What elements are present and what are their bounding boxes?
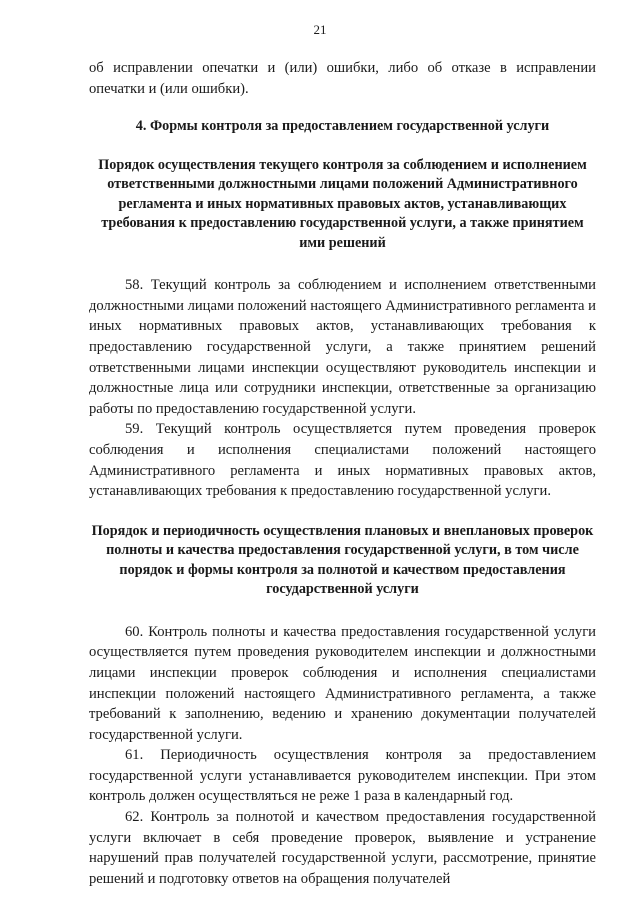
paragraph-61: 61. Периодичность осуществления контроля за предоставлением государственной услуги устанавливается руководителем инспекции. При этом контроль должен осуществляться не реже 1 раза в календарный год. — [89, 747, 596, 805]
page-number: 21 — [313, 22, 327, 37]
paragraph-60: 60. Контроль полноты и качества предоставления государственной услуги осуществляется путем проведения руководителем инспекции и должностными лицами инспекции проверок соблюдения и исполнения специалистами инспекции положений настоящего Административного регламента, а также требований к заполнению, ведению и хранению документации получателей государственной услуги. — [89, 623, 596, 743]
subheading-current-control: Порядок осуществления текущего контроля за соблюдением и исполнением ответственными должностными лицами положений Административного регламента и иных нормативных правовых актов, устанавливающих требования к предоставлению государственной услуги, а также принятием ими решений — [98, 156, 587, 251]
subheading-inspections: Порядок и периодичность осуществления плановых и внеплановых проверок полноты и качества предоставления государственной услуги, в том числе порядок и формы контроля за полнотой и качеством предоставления государственной услуги — [91, 522, 594, 598]
paragraph-59: 59. Текущий контроль осуществляется путем проведения проверок соблюдения и исполнения специалистами положений настоящего Административного регламента и иных нормативных правовых актов, устанавливающих требования к предоставлению государственной услуги. — [89, 421, 596, 500]
intro-paragraph: об исправлении опечатки и (или) ошибки, либо об отказе в исправлении опечатки и (или ошибки). — [89, 60, 596, 97]
paragraph-62: 62. Контроль за полнотой и качеством предоставления государственной услуги включает в себя проведение проверок, выявление и устранение нарушений прав получателей государственной услуги, рассмотрение, принятие решений и подготовку ответов на обращения получателей — [89, 809, 596, 887]
section-heading: 4. Формы контроля за предоставлением государственной услуги — [135, 118, 550, 135]
paragraph-58: 58. Текущий контроль за соблюдением и исполнением ответственными должностными лицами положений настоящего Административного регламента и иных нормативных правовых актов, устанавливающих требования к предоставлению государственной услуги, а также принятием решений ответственными лицами инспекции осуществляют руководитель инспекции и должностные лица или сотрудники инспекции, ответственные за организацию работы по предоставлению государственной услуги. — [89, 277, 596, 417]
document-body — [89, 58, 596, 889]
